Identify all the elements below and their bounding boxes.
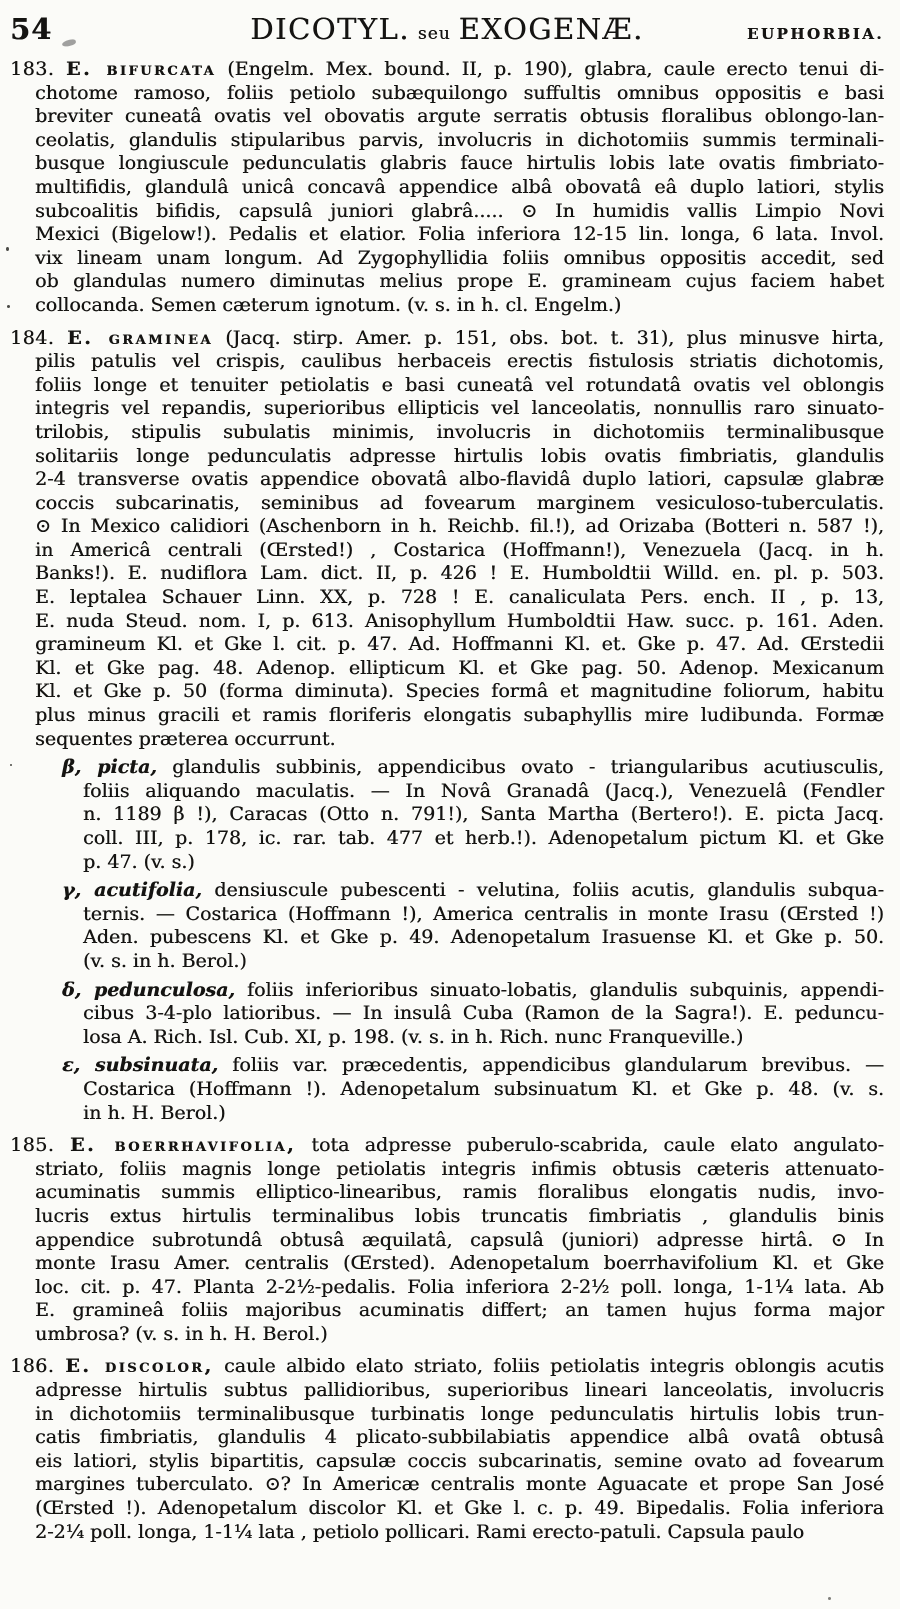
text-line: cibus 3-4-plo latioribus. — In insulâ Cuba (Ramon de la Sagra!). E. peduncu- bbox=[83, 1002, 884, 1025]
text-line: ob glandulas numero diminutas melius prope E. gramineam cujus faciem habet bbox=[35, 270, 884, 293]
variety-letter: γ, bbox=[62, 879, 95, 902]
taxon-name: pedunculosa, bbox=[93, 978, 236, 1001]
text-line: foliis aliquando maculatis. — In Novâ Granadâ (Jacq.), Venezuelâ (Fendler bbox=[83, 779, 884, 802]
text-line: umbrosa? (v. s. in h. H. Berol.) bbox=[35, 1322, 328, 1345]
taxon-name: picta, bbox=[97, 756, 157, 779]
text-line: chotome ramoso, foliis petiolo subæquilongo suffultis omnibus oppositis e basi bbox=[35, 81, 884, 104]
text-line: (v. s. in h. Berol.) bbox=[83, 949, 247, 972]
text-line: Banks!). E. nudiflora Lam. dict. II, p. 426 ! E. Humboldtii Willd. en. pl. p. 503. bbox=[35, 562, 884, 585]
variety-entry-pedunculosa bbox=[62, 979, 884, 1050]
text-line: vix lineam unam longum. Ad Zygophyllidia foliis omnibus oppositis accedit, sed bbox=[35, 246, 884, 269]
text-line: lucris extus hirtulis terminalibus lobis truncatis fimbriatis , glandulis binis bbox=[35, 1204, 884, 1227]
text-line: in Americâ centrali (Œrsted!) , Costarica (Hoffmann!), Venezuela (Jacq. in h. bbox=[35, 538, 884, 561]
text-line: losa A. Rich. Isl. Cub. XI, p. 198. (v. s. in h. Rich. nunc Franqueville.) bbox=[83, 1025, 744, 1048]
text-line: 2-4 transverse ovatis appendice obovatâ albo-flavidâ duplo latiori, capsulæ glabræ bbox=[35, 468, 884, 491]
scan-speck bbox=[7, 305, 10, 308]
variety-entry-acutifolia bbox=[62, 879, 884, 973]
text-line: coll. III, p. 178, ic. rar. tab. 477 et herb.!). Adenopetalum pictum Kl. et Gke bbox=[83, 827, 884, 849]
text-line: 183. E. bifurcata (Engelm. Mex. bound. II, p. 190), glabra, caule erecto tenui di- bbox=[10, 58, 884, 80]
text-line: breviter cuneatâ ovatis vel obovatis argute serratis obtusis floralibus oblongo-lan- bbox=[35, 105, 884, 128]
species-entry-185 bbox=[10, 1134, 884, 1346]
text-line: acuminatis summis elliptico-linearibus, ramis floralibus elongatis nudis, invo- bbox=[35, 1181, 884, 1204]
species-entry-184 bbox=[10, 327, 884, 752]
taxon-name: E. discolor, bbox=[65, 1355, 214, 1378]
text-line: Mexici (Bigelow!). Pedalis et elatior. Folia inferiora 12-15 lin. longa, 6 lata. Invol. bbox=[35, 223, 884, 246]
text-line: δ, pedunculosa, foliis inferioribus sinuato-lobatis, glandulis subquinis, appendi- bbox=[62, 978, 884, 1001]
variety-entry-picta bbox=[62, 756, 884, 874]
running-title bbox=[180, 12, 714, 46]
text-line: n. 1189 β !), Caracas (Otto n. 791!), Santa Martha (Bertero!). E. picta Jacq. bbox=[83, 803, 884, 826]
variety-letter: ε, bbox=[62, 1054, 95, 1077]
text-line: β, picta, glandulis subbinis, appendicibus ovato - triangularibus acutiusculis, bbox=[62, 756, 884, 779]
taxon-name: E. boerrhavifolia, bbox=[70, 1134, 297, 1157]
scan-speck bbox=[828, 1597, 831, 1600]
text-line: pilis patulis vel crispis, caulibus herbaceis erectis fistulosis striatis dichotomis, bbox=[35, 350, 884, 373]
text-line: ceolatis, glandulis stipularibus parvis, involucris in dichotomiis summis terminali- bbox=[35, 128, 884, 151]
species-entry-186 bbox=[10, 1355, 884, 1544]
text-line: trilobis, stipulis subulatis minimis, involucris in dichotomiis terminalibusque bbox=[35, 420, 884, 443]
text-line: foliis longe et tenuiter petiolatis e basi cuneatâ vel rotundatâ ovatis vel oblongis bbox=[35, 373, 884, 396]
entry-number: 183. bbox=[10, 58, 66, 80]
entry-number: 186. bbox=[10, 1355, 66, 1378]
entry-number: 184. bbox=[10, 326, 68, 349]
genus-running-head: EUPHORBIA. bbox=[746, 25, 884, 43]
text-line: p. 47. (v. s.) bbox=[83, 850, 195, 873]
variety-letter: δ, bbox=[62, 978, 94, 1001]
variety-entry-subsinuata bbox=[62, 1054, 884, 1125]
text-line: E. gramineâ foliis majoribus acuminatis differt; an tamen hujus forma major bbox=[35, 1299, 884, 1322]
text-line: collocanda. Semen cæterum ignotum. (v. s. in h. cl. Engelm.) bbox=[35, 293, 622, 316]
text-line: loc. cit. p. 47. Planta 2-2½-pedalis. Folia inferiora 2-2½ poll. longa, 1-1¼ lata. Ab bbox=[35, 1275, 884, 1298]
scan-speck bbox=[6, 247, 9, 251]
text-line: coccis subcarinatis, seminibus ad fovearum marginem vesiculoso-tuberculatis. bbox=[35, 491, 884, 514]
text-block bbox=[10, 58, 884, 1544]
text-line: busque longiuscule pedunculatis glabris fauce hirtulis lobis late ovatis fimbriato- bbox=[35, 152, 884, 175]
text-line: ternis. — Costarica (Hoffmann !), America centralis in monte Irasu (Œrsted !) bbox=[83, 902, 884, 925]
text-line: striato, foliis magnis longe petiolatis integris infimis obtusis cæteris attenuato- bbox=[35, 1157, 884, 1180]
text-line: integris vel repandis, superioribus ellipticis vel lanceolatis, nonnullis raro sinuato- bbox=[35, 397, 884, 420]
text-line: E. leptalea Schauer Linn. XX, p. 728 ! E. canaliculata Pers. ench. II , p. 13, bbox=[35, 586, 884, 609]
text-line: adpresse hirtulis subtus pallidioribus, superioribus lineari lanceolatis, involucris bbox=[35, 1379, 884, 1402]
variety-letter: β, bbox=[62, 756, 98, 779]
taxon-name: E. graminea bbox=[67, 326, 213, 349]
running-header bbox=[10, 12, 884, 46]
text-line: Kl. et Gke pag. 48. Adenop. ellipticum Kl. et Gke pag. 50. Adenop. Mexicanum bbox=[35, 656, 884, 679]
running-title-right: EXOGENÆ. bbox=[458, 12, 644, 46]
text-line: Kl. et Gke p. 50 (forma diminuta). Species formâ et magnitudine foliorum, habitu bbox=[35, 680, 884, 703]
text-line: sequentes præterea occurrunt. bbox=[35, 727, 336, 750]
text-line: 184. E. graminea (Jacq. stirp. Amer. p. 151, obs. bot. t. 31), plus minusve hirta, bbox=[10, 326, 884, 349]
text-line: solitariis longe pedunculatis adpresse hirtulis lobis ovatis fimbriatis, glandulis bbox=[35, 444, 884, 467]
text-line: 2-2¼ poll. longa, 1-1¼ lata , petiolo pollicari. Rami erecto-patuli. Capsula paulo bbox=[35, 1520, 805, 1543]
text-line: multifidis, glandulâ unicâ concavâ appendice albâ obovatâ eâ duplo latiori, stylis bbox=[35, 175, 884, 198]
text-line: ε, subsinuata, foliis var. præcedentis, appendicibus glandularum brevibus. — bbox=[62, 1054, 884, 1077]
text-line: catis fimbriatis, glandulis 4 plicato-subbilabiatis appendice albâ ovatâ obtusâ bbox=[35, 1426, 884, 1449]
text-line: gramineum Kl. et Gke l. cit. p. 47. Ad. Hoffmanni Kl. et. Gke p. 47. Ad. Œrstedii bbox=[35, 633, 884, 656]
text-line: in dichotomiis terminalibusque turbinatis longe pedunculatis hirtulis lobis trun- bbox=[35, 1402, 884, 1425]
text-line: Costarica (Hoffmann !). Adenopetalum subsinuatum Kl. et Gke p. 48. (v. s. bbox=[83, 1077, 884, 1100]
text-line: ⊙ In Mexico calidiori (Aschenborn in h. Reichb. fil.!), ad Orizaba (Botteri n. 587 !), bbox=[35, 515, 884, 538]
text-line: appendice subrotundâ obtusâ æquilatâ, capsulâ (juniori) adpresse hirtâ. ⊙ In bbox=[35, 1228, 884, 1251]
text-line: γ, acutifolia, densiuscule pubescenti - velutina, foliis acutis, glandulis subqua- bbox=[62, 879, 884, 902]
text-line: monte Irasu Amer. centralis (Œrsted). Adenopetalum boerrhavifolium Kl. et Gke bbox=[35, 1252, 884, 1275]
text-line: eis latiori, stylis bipartitis, capsulæ coccis subcarinatis, semine ovato ad fovearum bbox=[35, 1449, 884, 1472]
text-line: subcoalitis bifidis, capsulâ juniori glabrâ..... ⊙ In humidis vallis Limpio Novi bbox=[35, 199, 884, 222]
taxon-name: subsinuata, bbox=[94, 1054, 219, 1077]
text-line: 185. E. boerrhavifolia, tota adpresse puberulo-scabrida, caule elato angulato- bbox=[10, 1134, 884, 1157]
text-line: in h. H. Berol.) bbox=[83, 1101, 226, 1124]
running-title-left: DICOTYL. bbox=[250, 12, 410, 46]
running-title-mid: seu bbox=[417, 24, 451, 44]
taxon-name: acutifolia, bbox=[94, 879, 202, 902]
entry-number: 185. bbox=[10, 1134, 71, 1157]
taxon-name: E. bifurcata bbox=[66, 58, 217, 80]
scan-speck bbox=[10, 764, 12, 766]
text-line: plus minus gracili et ramis floriferis elongatis subaphyllis mire ludibunda. Formæ bbox=[35, 704, 884, 727]
text-line: margines tuberculato. ⊙? In Americæ centralis monte Aguacate et prope San José bbox=[35, 1473, 884, 1496]
species-entry-183 bbox=[10, 58, 884, 318]
text-line: Aden. pubescens Kl. et Gke p. 49. Adenopetalum Irasuense Kl. et Gke p. 50. bbox=[83, 926, 884, 949]
text-line: E. nuda Steud. nom. I, p. 613. Anisophyllum Humboldtii Haw. succ. p. 161. Aden. bbox=[35, 609, 884, 632]
text-line: (Œrsted !). Adenopetalum discolor Kl. et Gke l. c. p. 49. Bipedalis. Folia inferiora bbox=[35, 1497, 884, 1520]
text-line: 186. E. discolor, caule albido elato striato, foliis petiolatis integris oblongis acutis bbox=[10, 1355, 884, 1378]
page-number: 54 bbox=[10, 12, 53, 46]
